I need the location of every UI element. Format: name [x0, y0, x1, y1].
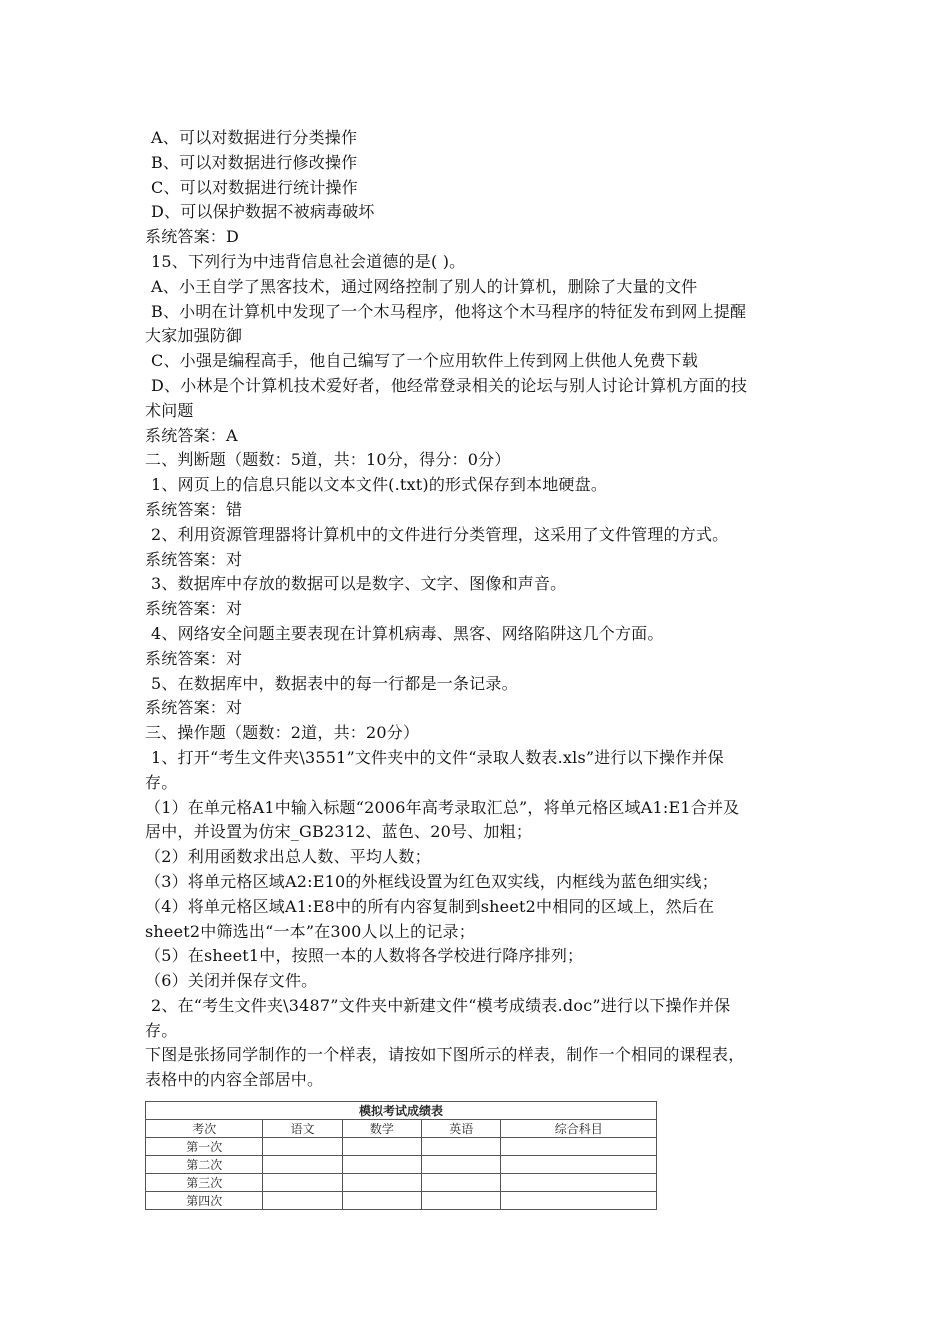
table-header-cell: 考次: [146, 1120, 263, 1138]
table-cell: [263, 1192, 342, 1210]
text-line: 居中，并设置为仿宋_GB2312、蓝色、20号、加粗；: [145, 822, 533, 842]
table-header-cell: 英语: [422, 1120, 501, 1138]
text-line: （2）利用函数求出总人数、平均人数；: [145, 847, 431, 867]
text-line: 1、网页上的信息只能以文本文件(.txt)的形式保存到本地硬盘。: [151, 475, 608, 495]
text-line: 三、操作题（题数：2道，共：20分）: [145, 723, 420, 743]
table-cell: [501, 1138, 657, 1156]
text-line: 二、判断题（题数：5道，共：10分，得分：0分）: [145, 450, 511, 470]
text-line: 大家加强防御: [145, 326, 243, 346]
text-line: A、可以对数据进行分类操作: [151, 128, 358, 147]
table-cell: 第一次: [146, 1138, 263, 1156]
text-line: 系统答案：对: [145, 698, 243, 718]
text-line: （3）将单元格区域A2:E10的外框线设置为红色双实线，内框线为蓝色细实线；: [145, 871, 718, 891]
text-line: 系统答案：A: [145, 425, 238, 445]
table-cell: [342, 1156, 421, 1174]
text-line: （6）关闭并保存文件。: [145, 971, 318, 991]
text-line: 3、数据库中存放的数据可以是数字、文字、图像和声音。: [151, 574, 567, 594]
text-line: 存。: [145, 1020, 178, 1040]
text-line: 系统答案：对: [145, 648, 243, 668]
table-cell: [342, 1174, 421, 1192]
table-row: [146, 1192, 657, 1210]
text-line: C、可以对数据进行统计操作: [151, 177, 358, 197]
text-line: （4）将单元格区域A1:E8中的所有内容复制到sheet2中相同的区域上，然后在: [145, 896, 715, 916]
text-line: 2、利用资源管理器将计算机中的文件进行分类管理，这采用了文件管理的方式。: [151, 524, 729, 544]
text-line: 4、网络安全问题主要表现在计算机病毒、黑客、网络陷阱这几个方面。: [151, 623, 664, 643]
text-line: 系统答案：D: [145, 227, 240, 247]
text-line: 表格中的内容全部居中。: [145, 1070, 324, 1090]
table-cell: [501, 1174, 657, 1192]
text-line: sheet2中筛选出“一本”在300人以上的记录；: [145, 921, 475, 941]
table-row: [146, 1174, 657, 1192]
table-cell: [422, 1192, 501, 1210]
table-cell: [342, 1192, 421, 1210]
table-row: [146, 1138, 657, 1156]
text-line: 系统答案：错: [145, 499, 243, 519]
text-line: C、小强是编程高手，他自己编写了一个应用软件上传到网上供他人免费下载: [151, 351, 699, 371]
text-line: 5、在数据库中，数据表中的每一行都是一条记录。: [151, 673, 518, 693]
text-line: 术问题: [145, 400, 194, 420]
text-line: D、小林是个计算机技术爱好者，他经常登录相关的论坛与别人讨论计算机方面的技: [151, 375, 748, 395]
sample-table-figure: [145, 1101, 657, 1210]
text-line: B、小明在计算机中发现了一个木马程序，他将这个木马程序的特征发布到网上提醒: [151, 301, 747, 321]
table-header-cell: 综合科目: [501, 1120, 657, 1138]
text-line: 1、打开“考生文件夹\3551”文件夹中的文件“录取人数表.xls”进行以下操作并保: [151, 747, 724, 767]
table-cell: [422, 1138, 501, 1156]
table-row: [146, 1156, 657, 1174]
text-line: B、可以对数据进行修改操作: [151, 152, 358, 172]
table-cell: [501, 1156, 657, 1174]
text-line: 下图是张扬同学制作的一个样表，请按如下图所示的样表，制作一个相同的课程表，: [145, 1045, 745, 1065]
table-header-cell: 语文: [263, 1120, 342, 1138]
text-line: A、小王自学了黑客技术，通过网络控制了别人的计算机，删除了大量的文件: [151, 276, 698, 296]
text-line: 2、在“考生文件夹\3487”文件夹中新建文件“模考成绩表.doc”进行以下操作并保: [151, 995, 731, 1015]
table-title-row: [146, 1102, 657, 1120]
table-cell: [501, 1192, 657, 1210]
table-cell: [263, 1138, 342, 1156]
table-cell: [422, 1174, 501, 1192]
text-line: （1）在单元格A1中输入标题“2006年高考录取汇总”，将单元格区域A1:E1合并及: [145, 797, 740, 817]
text-line: D、可以保护数据不被病毒破坏: [151, 202, 375, 222]
text-line: 存。: [145, 772, 178, 792]
document-body: [145, 126, 825, 1093]
text-line: 15、下列行为中违背信息社会道德的是( )。: [151, 251, 466, 271]
table-header-row: [146, 1120, 657, 1138]
text-line: （5）在sheet1中，按照一本的人数将各学校进行降序排列；: [145, 946, 584, 966]
table-cell: 第四次: [146, 1192, 263, 1210]
document-page: [145, 126, 825, 1210]
table-cell: 第二次: [146, 1156, 263, 1174]
table-cell: [422, 1156, 501, 1174]
table-cell: 第三次: [146, 1174, 263, 1192]
sample-table: [145, 1101, 657, 1210]
table-cell: [342, 1138, 421, 1156]
text-line: 系统答案：对: [145, 549, 243, 569]
text-line: 系统答案：对: [145, 599, 243, 619]
table-title: 模拟考试成绩表: [146, 1102, 657, 1120]
table-cell: [263, 1174, 342, 1192]
table-header-cell: 数学: [342, 1120, 421, 1138]
table-cell: [263, 1156, 342, 1174]
